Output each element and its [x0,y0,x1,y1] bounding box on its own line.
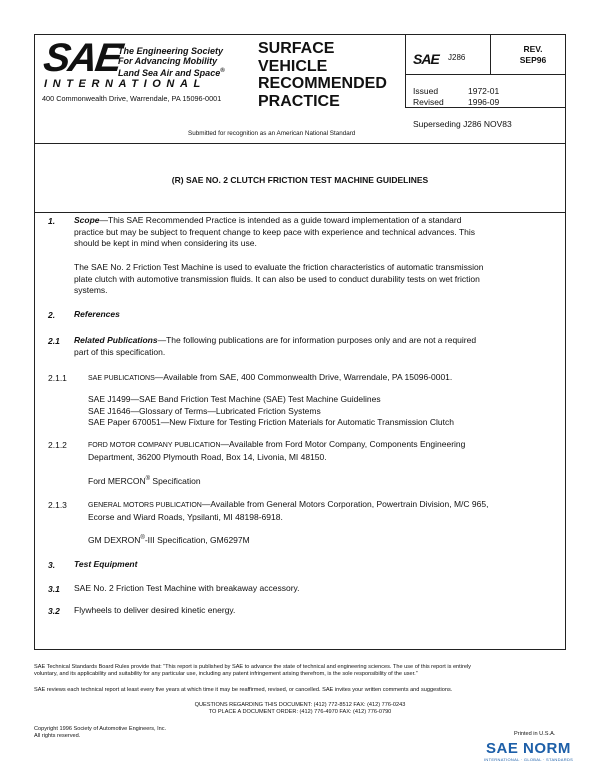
contact-block [34,702,566,716]
document-title: (R) SAE NO. 2 CLUTCH FRICTION TEST MACHINE GUIDELINES [171,175,429,185]
rev-value: SEP96 [519,55,547,65]
subsection-heading: GENERAL MOTORS PUBLICATION [88,502,202,509]
section-number: 2.1.1 [48,373,67,383]
equipment-item: Flywheels to deliver desired kinetic energy. [74,605,236,615]
questions-line: QUESTIONS REGARDING THIS DOCUMENT: (412) 772-8512 FAX: (412) 776-0243 [194,702,406,708]
text-line: plate clutch with automotive transmission fluids. It can also be used to conduct durability tests on wet friction [74,273,480,284]
printed-note: Printed in U.S.A. [514,731,556,737]
issued-value: 1972-01 [468,86,500,96]
text-line: The SAE No. 2 Friction Test Machine is used to evaluate the friction characteristics of automatic transmission [74,262,484,272]
subsection-heading: FORD MOTOR COMPANY PUBLICATION [88,442,221,449]
header-divider [405,34,406,107]
related-publications [74,335,558,358]
gm-publication [88,499,558,523]
section-number: 3. [48,560,56,570]
title-line: VEHICLE [258,57,328,75]
rights: All rights reserved. [34,733,81,739]
revision-block [505,44,561,66]
section-number: 2.1.2 [48,440,67,450]
equipment-item: SAE No. 2 Friction Test Machine with breakaway accessory. [74,583,300,593]
list-item: SAE Paper 670051—New Fixture for Testing Friction Materials for Automatic Transmission Clutch [88,417,454,427]
text-line: part of this specification. [74,346,166,357]
text-line [88,439,558,452]
tagline-line: For Advancing Mobility [118,56,218,66]
superseding: Superseding J286 NOV83 [413,119,512,129]
revised-value: 1996-09 [468,97,500,107]
order-line: TO PLACE A DOCUMENT ORDER: (412) 776-4970 FAX: (412) 776-0790 [208,709,392,715]
issued-label: Issued [413,86,439,96]
title-divider [34,212,566,213]
scope-paragraph-2 [74,262,558,297]
text-line [74,335,558,347]
document-number: J286 [448,53,466,62]
section-heading: References [74,309,120,319]
registered-mark: ® [140,535,145,541]
section-number: 1. [48,216,56,226]
text-run: -III Specification, GM6297M [144,534,250,545]
text-line [88,499,558,512]
list-item: SAE J1499—SAE Band Friction Test Machine (SAE) Test Machine Guidelines [88,394,381,404]
text-run: Ford MERCON [88,475,146,486]
text-line: practice but may be subject to frequent change to keep pace with experience and technical advances. This [74,226,476,237]
text-line: Ecorse and Wiard Roads, Ypsilanti, MI 48198-6918. [88,511,283,522]
text-run: —Available from Ford Motor Company, Components Engineering [220,439,466,449]
document-type-title [258,40,387,110]
tagline-text: Land Sea Air and Space [118,68,221,78]
scope-paragraph-cont [48,227,558,250]
policy-note [34,664,574,678]
title-line: PRACTICE [258,92,340,110]
text-run: Specification [150,475,201,486]
text-line: should be kept in mind when considering its use. [74,238,257,248]
sae-logo: SAE [40,36,124,80]
section-number: 3.2 [48,606,60,616]
copyright: Copyright 1996 Society of Automotive Engineers, Inc. [34,726,167,732]
text-run: —This SAE Recommended Practice is intended as a guide toward implementation of a standard [99,215,462,225]
address: 400 Commonwealth Drive, Warrendale, PA 15096-0001 [42,94,222,103]
header-divider [405,74,566,75]
text-run: —Available from SAE, 400 Commonwealth Drive, Warrendale, PA 15096-0001. [154,372,453,382]
header-divider [490,34,491,74]
copyright-block [34,726,166,740]
text-run: —The following publications are for information purposes only and are not a required [157,335,477,345]
ansi-note: Submitted for recognition as an American National Standard [188,130,356,137]
ford-publication [88,439,558,463]
section-number: 3.1 [48,584,60,594]
registered-mark: ® [220,68,225,74]
section-heading: Scope [74,215,100,225]
list-item [88,533,250,546]
text-run: GM DEXRON [88,534,141,545]
review-note: SAE reviews each technical report at least every five years at which time it may be reaffirmed, revised, or cancelled. SAE invites your written comments and suggestions. [34,687,453,693]
saenorm-watermark: SAE NORM [486,740,571,757]
text-line [74,215,554,227]
sae-publications [88,372,558,385]
section-number: 2.1.3 [48,500,67,510]
rev-label: REV. [523,44,543,54]
subsection-heading: SAE PUBLICATIONS [88,375,155,382]
section-heading: Related Publications [74,335,158,345]
title-line: SURFACE [258,40,335,57]
revised-label: Revised [413,97,444,107]
scope-paragraph [74,215,554,227]
text-line: voluntary, and its applicability and suitability for any particular use, including any patent infringement arising therefrom, is the sole responsibility of the user.” [34,671,418,677]
sae-small-logo: SAE [413,51,439,67]
text-line: SAE Technical Standards Board Rules provide that: “This report is published by SAE to advance the state of technical and engineering sciences. The use of this report is entirely [34,664,471,670]
saenorm-tagline: INTERNATIONAL · GLOBAL · STANDARDS [484,757,574,762]
registered-mark: ® [145,476,151,482]
list-item [88,474,201,487]
tagline-line [118,66,225,78]
section-number: 2. [48,310,56,320]
list-item: SAE J1646—Glossary of Terms—Lubricated Friction Systems [88,405,321,416]
text-line: Department, 36200 Plymouth Road, Box 14, Livonia, MI 48150. [88,451,327,462]
section-heading: Test Equipment [74,559,138,569]
text-line: systems. [74,285,108,295]
header-divider [405,107,566,108]
text-run: —Available from General Motors Corporation, Powertrain Division, M/C 965, [201,499,489,509]
section-number: 2.1 [48,336,60,346]
title-line: RECOMMENDED [258,75,387,92]
tagline-line: The Engineering Society [118,46,224,56]
international-label: INTERNATIONAL [44,78,206,90]
sae-publication-list [88,394,558,429]
